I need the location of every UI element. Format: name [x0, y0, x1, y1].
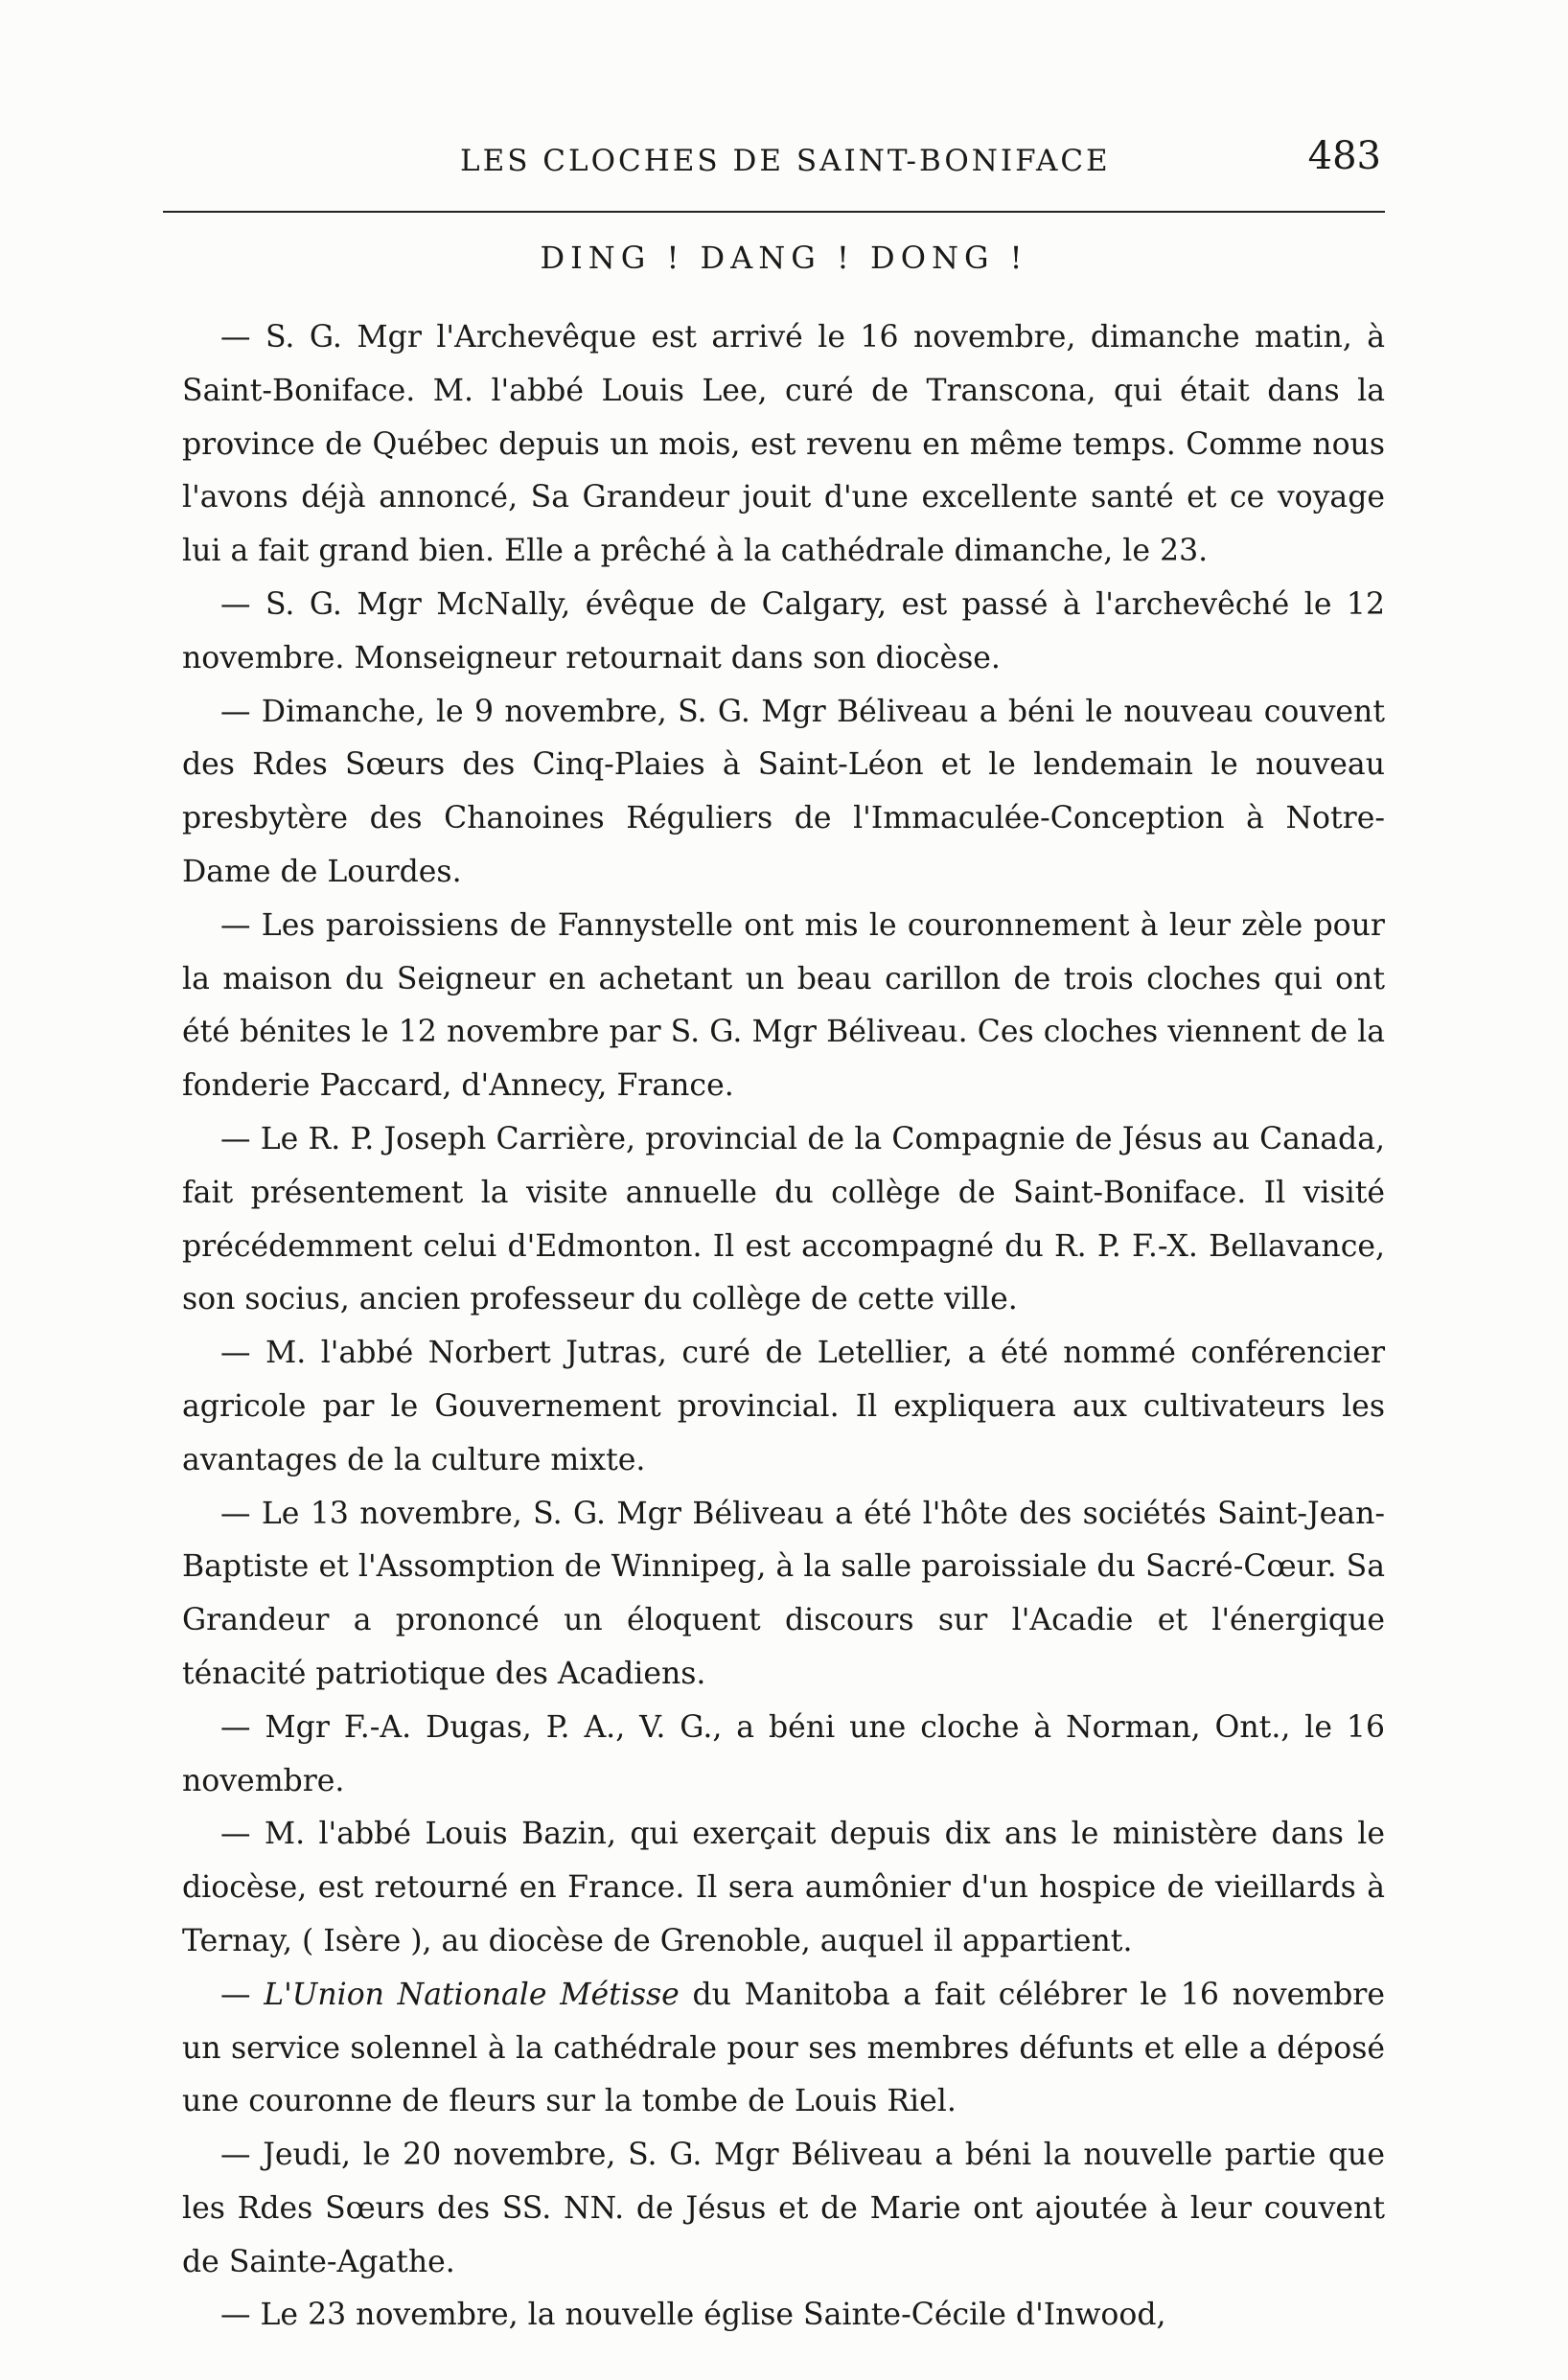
paragraph-dimanche: — Dimanche, le 9 novembre, S. G. Mgr Béliveau a béni le nouveau couvent des Rdes Sœurs des Cinq-Plaies à Saint-Léon et le lendemain le nouveau presbytère des Chanoines Réguliers de l'Immaculée-Conception à Notre-Dame de Lourdes. [182, 694, 1385, 889]
page-number: 483 [1307, 134, 1381, 178]
paragraph-jutras: — M. l'abbé Norbert Jutras, curé de Letellier, a été nommé conférencier agricole par le Gouvernement provincial. Il expliquera aux cultivateurs les avantages de la culture mixte. [182, 1336, 1385, 1477]
section-title: DING ! DANG ! DONG ! [540, 240, 1028, 276]
paragraph-union-metisse [182, 1969, 1385, 2129]
union-title-italic: L'Union Nationale Métisse [264, 1977, 680, 2012]
running-title: LES CLOCHES DE SAINT-BONIFACE [460, 144, 1111, 178]
paragraph-mcnally: — S. G. Mgr McNally, évêque de Calgary, est passé à l'archevêché le 12 novembre. Monseigneur retournait dans son diocèse. [182, 586, 1385, 675]
paragraph-societes: — Le 13 novembre, S. G. Mgr Béliveau a été l'hôte des sociétés Saint-Jean-Baptiste et l'Assomption de Winnipeg, à la salle paroissiale du Sacré-Cœur. Sa Grandeur a prononcé un éloquent discours sur l'Acadie et l'énergique ténacité patriotique des Acadiens. [182, 1496, 1385, 1691]
paragraph-archeveque: — S. G. Mgr l'Archevêque est arrivé le 16 novembre, dimanche matin, à Saint-Boniface. M. l'abbé Louis Lee, curé de Transcona, qui était dans la province de Québec depuis un mois, est revenu en même temps. Comme nous l'avons déjà annoncé, Sa Grandeur jouit d'une excellente santé et ce voyage lui a fait grand bien. Elle a prêché à la cathédrale dimanche, le 23. [182, 320, 1385, 569]
header-rule [163, 211, 1385, 213]
paragraph-fannystelle: — Les paroissiens de Fannystelle ont mis le couronnement à leur zèle pour la maison du Seigneur en achetant un beau carillon de trois cloches qui ont été bénites le 12 novembre par S. G. Mgr Béliveau. Ces cloches viennent de la fonderie Paccard, d'Annecy, France. [182, 907, 1385, 1104]
paragraph-bazin: — M. l'abbé Louis Bazin, qui exerçait depuis dix ans le ministère dans le diocèse, est retourné en France. Il sera aumônier d'un hospice de vieillards à Ternay, ( Isère ), au diocèse de Grenoble, auquel il appartient. [182, 1817, 1385, 1958]
paragraph-dugas: — Mgr F.-A. Dugas, P. A., V. G., a béni une cloche à Norman, Ont., le 16 novembre. [182, 1709, 1385, 1798]
union-rest: du Manitoba a fait célébrer le 16 novembre un service solennel à la cathédrale pour ses membres défunts et elle a déposé une couronne de fleurs sur la tombe de Louis Riel. [182, 1977, 1385, 2119]
article-body [182, 311, 1385, 2343]
paragraph-inwood: — Le 23 novembre, la nouvelle église Sainte-Cécile d'Inwood, [220, 2298, 1166, 2333]
union-prefix: — [220, 1977, 265, 2012]
paragraph-sainte-agathe: — Jeudi, le 20 novembre, S. G. Mgr Béliveau a béni la nouvelle partie que les Rdes Sœurs des SS. NN. de Jésus et de Marie ont ajoutée à leur couvent de Sainte-Agathe. [182, 2138, 1385, 2279]
paragraph-carriere: — Le R. P. Joseph Carrière, provincial de la Compagnie de Jésus au Canada, fait présentement la visite annuelle du collège de Saint-Boniface. Il visité précédemment celui d'Edmonton. Il est accompagné du R. P. F.-X. Bellavance, son socius, ancien professeur du collège de cette ville. [182, 1121, 1385, 1317]
